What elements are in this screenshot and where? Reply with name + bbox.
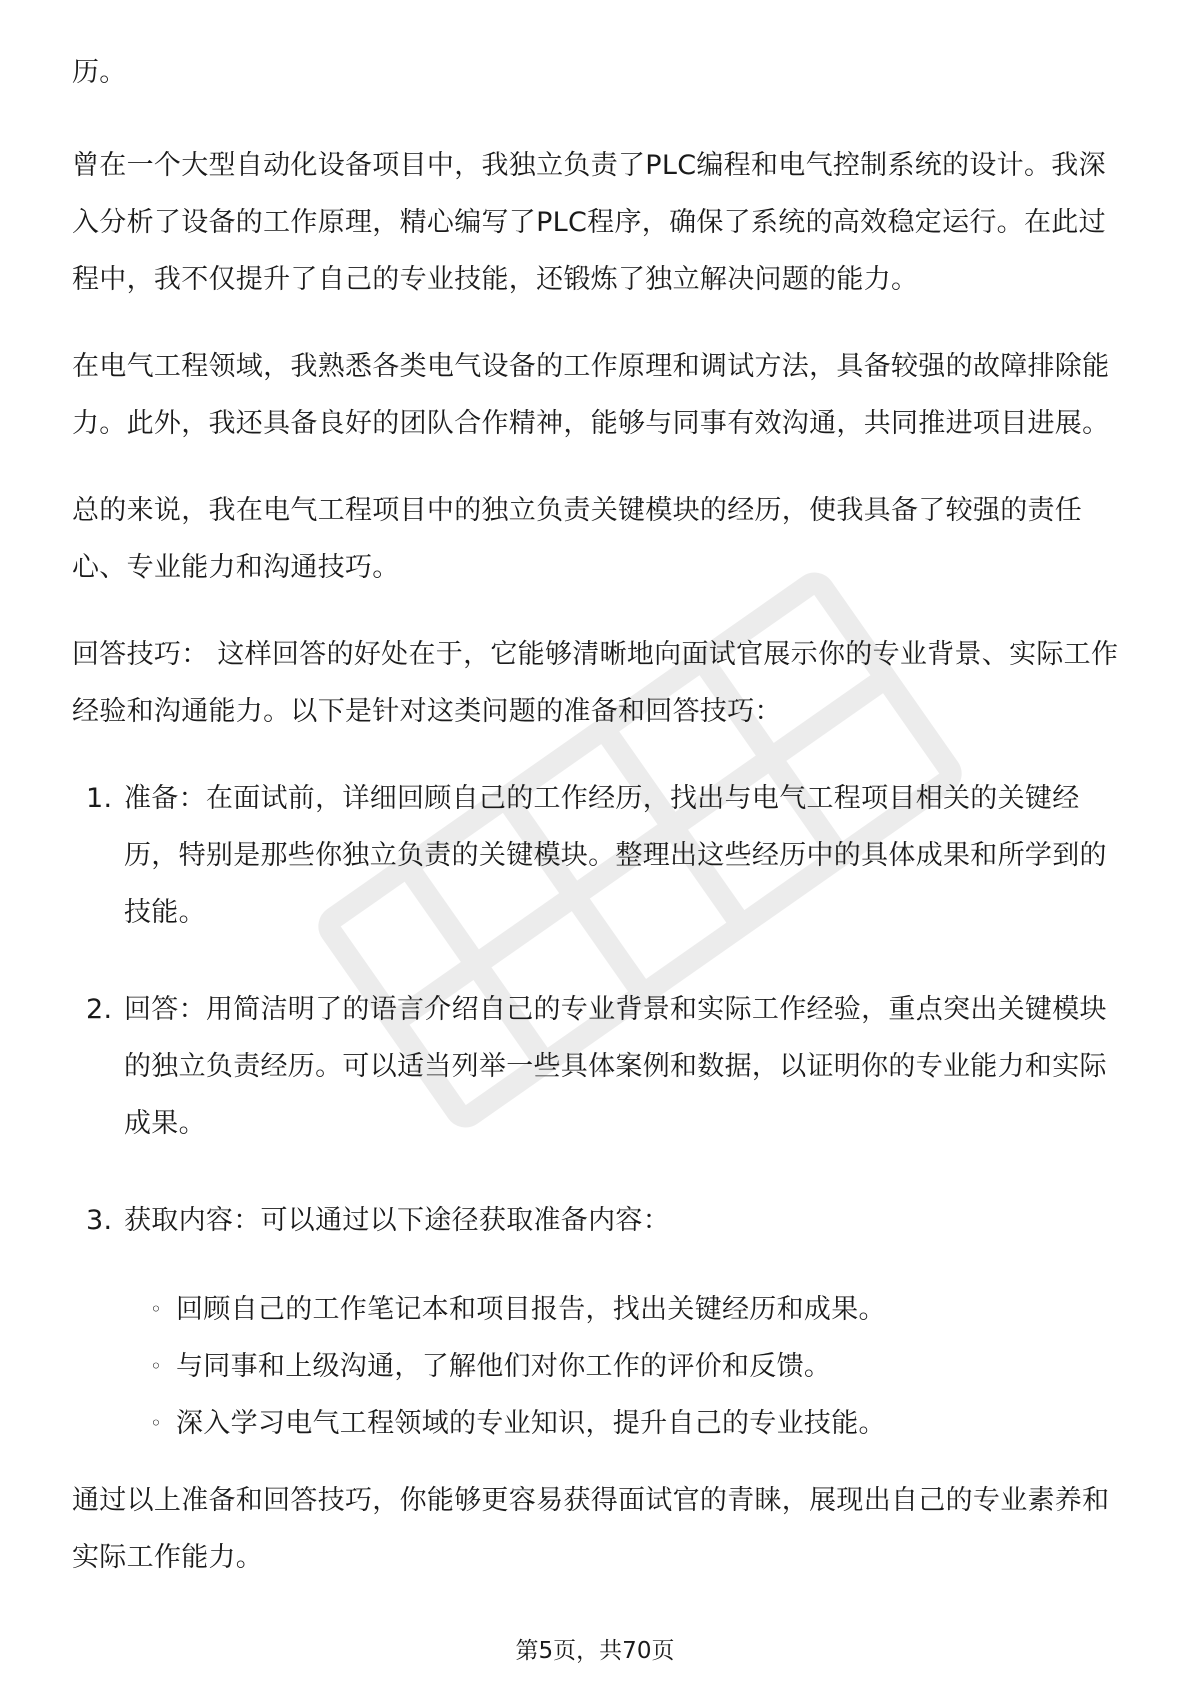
paragraph-skills: 在电气工程领域，我熟悉各类电气设备的工作原理和调试方法，具备较强的故障排除能力。此外，我还具备良好的团队合作精神，能够与同事有效沟通，共同推进项目进展。	[72, 351, 1110, 439]
list-item-text: 回答：用简洁明了的语言介绍自己的专业背景和实际工作经验，重点突出关键模块的独立负责经历。可以适当列举一些具体案例和数据，以证明你的专业能力和实际成果。	[124, 994, 1107, 1139]
sublist-item-text: 深入学习电气工程领域的专业知识，提升自己的专业技能。	[176, 1408, 886, 1439]
sublist-item	[150, 1281, 1122, 1338]
sublist-item-text: 回顾自己的工作笔记本和项目报告，找出关键经历和成果。	[176, 1294, 886, 1325]
paragraph-answer-tips: 回答技巧： 这样回答的好处在于，它能够清晰地向面试官展示你的专业背景、实际工作经验和沟通能力。以下是针对这类问题的准备和回答技巧：	[72, 639, 1119, 727]
list-item	[72, 770, 1122, 941]
bullet-circle-icon: ◦	[150, 1297, 163, 1321]
list-item-text: 获取内容：可以通过以下途径获取准备内容：	[124, 1205, 670, 1236]
list-item	[72, 981, 1122, 1152]
bullet-circle-icon: ◦	[150, 1411, 163, 1435]
sublist-item	[150, 1395, 1122, 1452]
bullet-circle-icon: ◦	[150, 1354, 163, 1378]
list-number: 1.	[86, 783, 113, 814]
paragraph-project-experience: 曾在一个大型自动化设备项目中，我独立负责了PLC编程和电气控制系统的设计。我深入分析了设备的工作原理，精心编写了PLC程序，确保了系统的高效稳定运行。在此过程中，我不仅提升了自己的专业技能，还锻炼了独立解决问题的能力。	[72, 150, 1106, 295]
numbered-list	[72, 770, 1122, 1249]
paragraph-summary: 总的来说，我在电气工程项目中的独立负责关键模块的经历，使我具备了较强的责任心、专业能力和沟通技巧。	[72, 495, 1083, 583]
bullet-sublist	[72, 1281, 1122, 1452]
list-item	[72, 1192, 1122, 1249]
page-footer: 第5页，共70页	[515, 1638, 675, 1664]
document-body	[72, 44, 1122, 1616]
sublist-item-text: 与同事和上级沟通，了解他们对你工作的评价和反馈。	[176, 1351, 832, 1382]
sublist-item	[150, 1338, 1122, 1395]
paragraph-continued: 历。	[72, 57, 127, 88]
list-number: 2.	[86, 994, 113, 1025]
list-item-text: 准备：在面试前，详细回顾自己的工作经历，找出与电气工程项目相关的关键经历，特别是那些你独立负责的关键模块。整理出这些经历中的具体成果和所学到的技能。	[124, 783, 1107, 928]
list-number: 3.	[86, 1205, 113, 1236]
paragraph-closing: 通过以上准备和回答技巧，你能够更容易获得面试官的青睐，展现出自己的专业素养和实际工作能力。	[72, 1485, 1110, 1573]
